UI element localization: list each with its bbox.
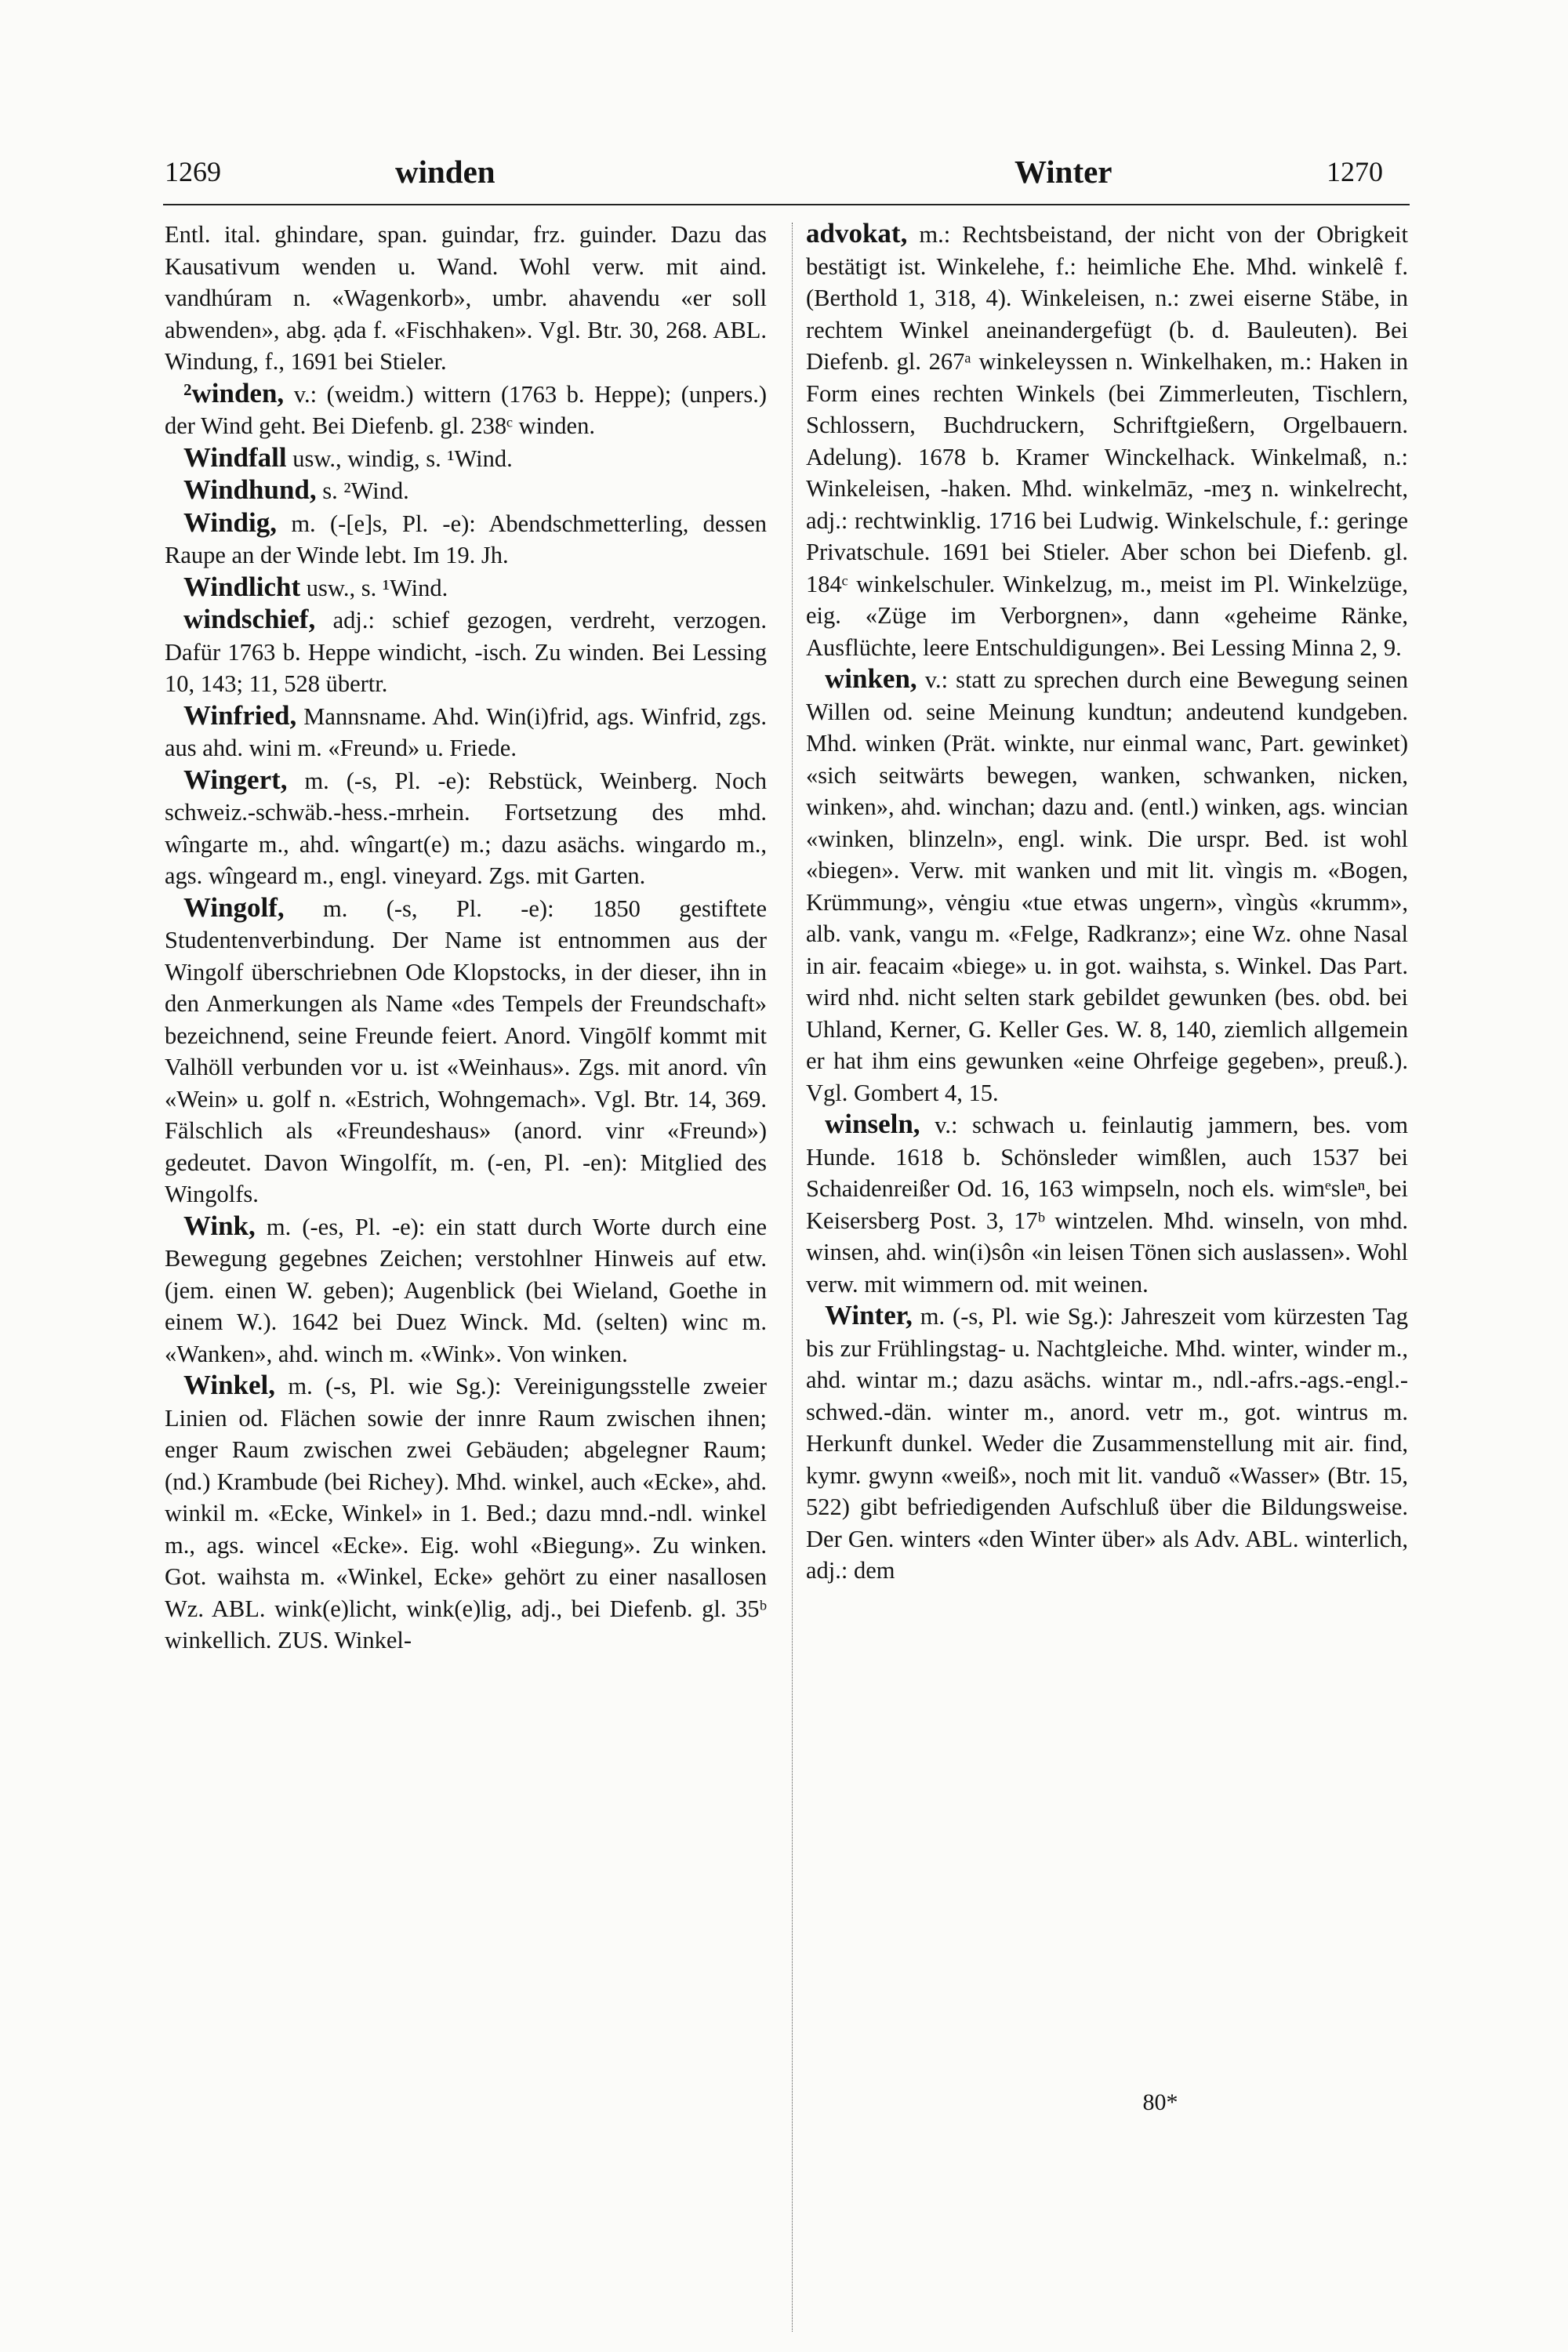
right-page-number: 1270 bbox=[1327, 156, 1383, 187]
entry-windhund: Windhund, s. ²Wind. bbox=[183, 474, 409, 505]
entry-winkel-compounds: advokat, m.: Rechtsbeistand, der nicht von der Obrigkeit bestätigt ist. Winkelehe, f.: heimliche Ehe. Mhd. winkelê f. (Berthold 1, 318, 4). Winkeleisen, n.: zwei eiserne Stäbe, in rechtem Winkel aneinandergefügt (b. d. Bauleuten). Bei Diefenb. gl. 267ᵃ winkeleyssen n. Winkelhaken, m.: Haken in Form eines rechten Winkels (bei Zimmerleuten, Tischlern, Schlossern, Buchdruckern, Schriftgießern, Orgelbauern. Adelung). 1678 b. Kramer Winckelhack. Winkelmaß, n.: Winkeleisen, -haken. Mhd. winkelmāz, -meʒ n. winkelrecht, adj.: rechtwinklig. 1716 bei Ludwig. Winkelschule, f.: geringe Privatschule. 1691 bei Stieler. Aber schon bei Diefenb. gl. 184ᶜ winkelschuler. Winkelzug, m., meist im Pl. Winkelzüge, eig. «Züge im Verborgnen», dann «geheime Ränke, Ausflüchte, leere Entschuldigungen». Bei Lessing Minna 2, 9. bbox=[806, 218, 1408, 661]
left-column bbox=[165, 218, 767, 1657]
entry-windschief: windschief, adj.: schief gezogen, verdreht, verzogen. Dafür 1763 b. Heppe windicht, -isch. Zu winden. Bei Lessing 10, 143; 11, 528 übertr. bbox=[165, 604, 767, 697]
left-running-headword: winden bbox=[395, 154, 495, 190]
entry-winkel: Winkel, m. (-s, Pl. wie Sg.): Vereinigungsstelle zweier Linien od. Flächen sowie der innre Raum zwischen ihnen; enger Raum zwischen zwei Gebäuden; abgelegner Raum; (nd.) Krambude (bei Richey). Mhd. winkel, auch «Ecke», ahd. winkil m. «Ecke, Winkel» in 1. Bed.; dazu mnd.-ndl. winkel m., ags. wincel «Ecke». Eig. wohl «Biegung». Zu winken. Got. waihsta m. «Winkel, Ecke» gehört zu einer nasallosen Wz. ABL. wink(e)licht, wink(e)lig, adj., bei Diefenb. gl. 35ᵇ winkellich. ZUS. Winkel- bbox=[165, 1370, 767, 1653]
entry-windlicht: Windlicht usw., s. ¹Wind. bbox=[183, 571, 448, 602]
entry-winfried: Winfried, Mannsname. Ahd. Win(i)frid, ags. Winfrid, zgs. aus ahd. wini m. «Freund» u. Friede. bbox=[165, 699, 767, 761]
column-divider bbox=[792, 223, 793, 2332]
signature-mark: 80* bbox=[1142, 2089, 1178, 2115]
entry-winken: winken, v.: statt zu sprechen durch eine Bewegung seinen Willen od. seine Meinung kundtun; andeutend kundgeben. Mhd. winken (Prät. winkte, nur einmal wanc, Part. gewinket) «sich seitwärts bewegen, wanken, schwanken, nicken, winken», ahd. winchan; dazu and. (entl.) winken, ags. wincian «winken, blinzeln», engl. wink. Die urspr. Bed. ist wohl «biegen». Verw. mit wanken und mit lit. vìngis m. «Bogen, Krümmung», vėngiu «tue etwas ungern», vìngùs «krumm», alb. vank, vangu m. «Felge, Radkranz»; eine Wz. ohne Nasal in air. feacaim «biege» u. in got. waihsta, s. Winkel. Das Part. wird nhd. nicht selten stark gebildet gewunken (bes. obd. bei Uhland, Kerner, G. Keller Ges. W. 8, 140, ziemlich allgemein er hat ihm eins gewunken «eine Ohrfeige gegeben», preuß.). Vgl. Gombert 4, 15. bbox=[806, 663, 1408, 1106]
entry-winseln: winseln, v.: schwach u. feinlautig jammern, bes. vom Hunde. 1618 b. Schönsleder wimßlen, auch 1537 bei Schaidenreißer Od. 16, 163 wimpseln, noch els. wimᵉsleⁿ, bei Keisersberg Post. 3, 17ᵇ wintzelen. Mhd. winseln, von mhd. winsen, ahd. win(i)sôn «in leisen Tönen sich auslassen». Wohl verw. mit wimmern od. mit weinen. bbox=[806, 1109, 1408, 1298]
right-running-headword: Winter bbox=[1014, 154, 1112, 190]
entry-windig: Windig, m. (-[e]s, Pl. -e): Abendschmetterling, dessen Raupe an der Winde lebt. Im 19. Jh. bbox=[165, 506, 767, 568]
entry-winden-2: ²winden, v.: (weidm.) wittern (1763 b. Heppe); (unpers.) der Wind geht. Bei Diefenb. gl. 238ᶜ winden. bbox=[165, 377, 767, 439]
left-page-number: 1269 bbox=[165, 156, 221, 187]
entry-windfall: Windfall usw., windig, s. ¹Wind. bbox=[183, 441, 513, 473]
entry-wink: Wink, m. (-es, Pl. -e): ein statt durch Worte durch eine Bewegung gegebnes Zeichen; verstohlner Hinweis auf etw. (jem. einen W. geben); Augenblick (bei Wieland, Goethe in einem W.). 1642 bei Duez Winck. Md. (selten) winc m. «Wanken», ahd. winch m. «Wink». Von winken. bbox=[165, 1210, 767, 1367]
right-column bbox=[806, 218, 1408, 1587]
page-header bbox=[163, 154, 1410, 201]
entry-wingolf: Wingolf, m. (-s, Pl. -e): 1850 gestiftete Studentenverbindung. Der Name ist entnommen aus der Wingolf überschriebnen Ode Klopstocks, in der dieser, ihn in den Anmerkungen als Name «des Tempels der Freundschaft» bezeichnend, seine Freunde feiert. Anord. Vingōlf kommt mit Valhöll verbunden vor u. ist «Weinhaus». Zgs. mit anord. vîn «Wein» u. golf n. «Estrich, Wohngemach». Vgl. Btr. 14, 369. Fälschlich als «Freundeshaus» (anord. vinr «Freund») gedeutet. Davon Wingolfít, m. (-en, Pl. -en): Mitglied des Wingolfs. bbox=[165, 891, 767, 1207]
header-rule bbox=[163, 204, 1410, 205]
entry-wingert: Wingert, m. (-s, Pl. -e): Rebstück, Weinberg. Noch schweiz.-schwäb.-hess.-mrhein. Fortsetzung des mhd. wîngarte m., ahd. wîngart(e) m.; dazu asächs. wingardo m., ags. wîngeard m., engl. vineyard. Zgs. mit Garten. bbox=[165, 764, 767, 889]
entry-winden-continued: Entl. ital. ghindare, span. guindar, frz. guinder. Dazu das Kausativum wenden u. Wand. Wohl verw. mit aind. vandhúram n. «Wagenkorb», umbr. ahavendu «er soll abwenden», abg. ạda f. «Fischhaken». Vgl. Btr. 30, 268. ABL. Windung, f., 1691 bei Stieler. bbox=[165, 221, 767, 375]
entry-winter: Winter, m. (-s, Pl. wie Sg.): Jahreszeit vom kürzesten Tag bis zur Frühlingstag- u. Nachtgleiche. Mhd. winter, winder m., ahd. wintar m.; dazu asächs. wintar m., ndl.-afrs.-ags.-engl.-schwed.-dän. winter m., anord. vetr m., got. wintrus m. Herkunft dunkel. Weder die Zusammenstellung mit air. find, kymr. gwynn «weiß», noch mit lit. vanduõ «Wasser» (Btr. 15, 522) gibt befriedigenden Aufschluß über die Bildungsweise. Der Gen. winters «den Winter über» als Adv. ABL. winterlich, adj.: dem bbox=[806, 1300, 1408, 1584]
